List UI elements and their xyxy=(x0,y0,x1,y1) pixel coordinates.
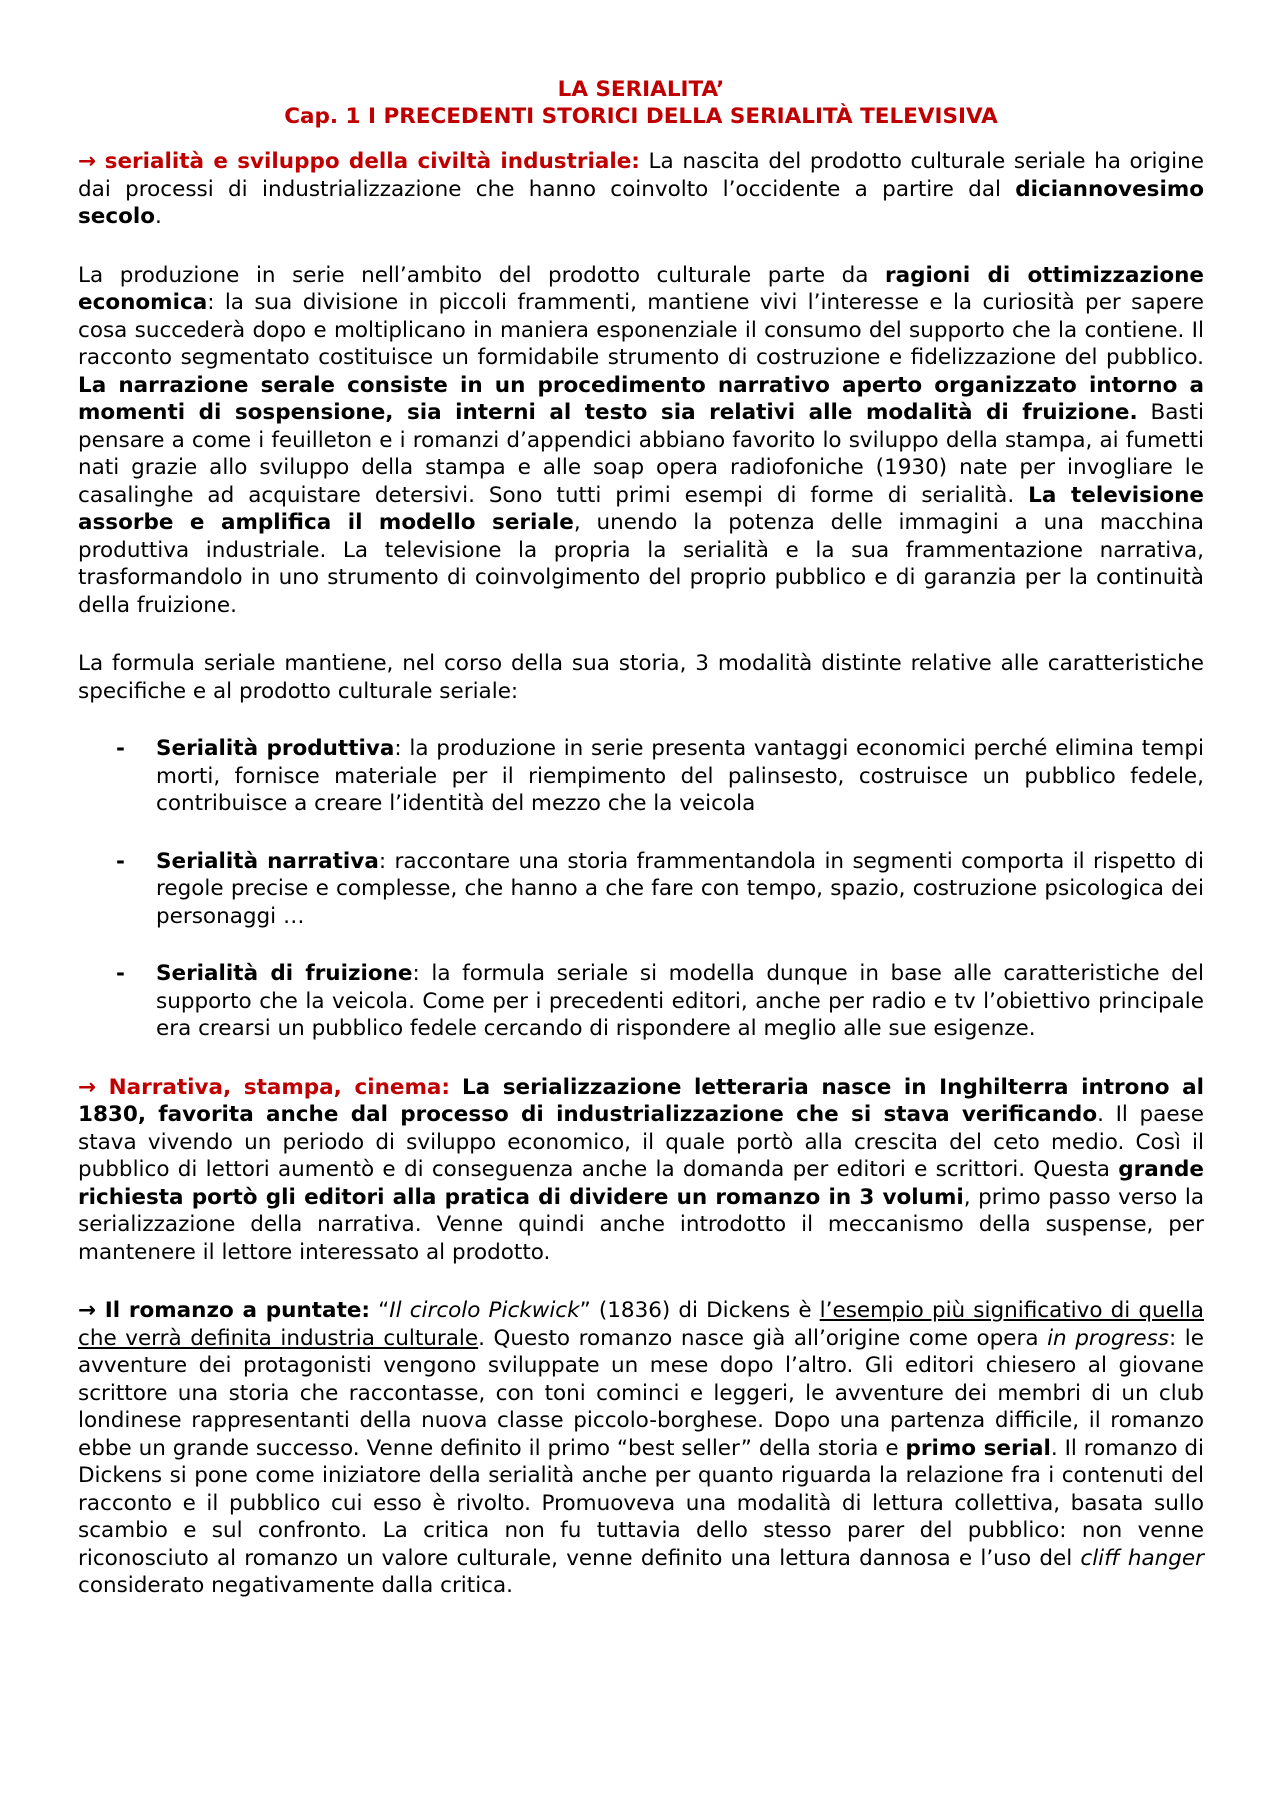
body-text: , unendo la potenza delle immagini a una macchina produttiva industriale. La televisione la propria la serialità e la sua frammentazione narrativa, trasformandolo in uno strumento di coinvolgimento del proprio pubblico e di garanzia per la continuità della fruizione. xyxy=(78,510,1204,618)
dash-bullet: - xyxy=(116,961,125,986)
paragraph-produzione-serie xyxy=(78,262,1204,620)
body-text: Basti pensare a come i feuilleton e i romanzi d’appendici abbiano favorito lo sviluppo della stampa, ai fumetti nati grazie allo sviluppo della stampa e alle soap opera radiofoniche (1930) nate per invogliare le casalinghe ad acquistare detersivi. Sono tutti primi esempi di forme di serialità. xyxy=(78,400,1204,508)
body-text: . xyxy=(155,204,162,229)
body-text: La produzione in serie nell’ambito del prodotto culturale parte da xyxy=(78,262,885,288)
body-text: . Questo romanzo nasce già all’origine come opera xyxy=(478,1325,1048,1351)
bold-text: Serialità produttiva xyxy=(156,736,395,761)
body-text: : le avventure dei protagonisti vengono sviluppate un mese dopo l’altro. Gli editori chiesero al giovane scrittore una storia che raccontasse, con toni cominci e leggeri, le avventure dei membri di un club londinese rappresentanti della nuova classe piccolo-borghese. Dopo una partenza difficile, il romanzo ebbe un grande successo. Venne definito il primo “best seller” della storia e xyxy=(78,1325,1204,1461)
body-text: La nascita del prodotto culturale seriale ha origine dai processi di industrializzazione che hanno coinvolto l’occidente a partire dal xyxy=(78,149,1204,202)
section-serialita-industriale xyxy=(78,148,1204,231)
dash-bullet: - xyxy=(116,848,125,874)
arrow-right-icon: → xyxy=(78,1298,97,1323)
bold-text: Serialità di fruizione xyxy=(156,961,413,986)
italic-text: Il circolo Pickwick xyxy=(389,1298,580,1323)
section-romanzo-puntate xyxy=(78,1297,1204,1600)
section-narrativa-stampa xyxy=(78,1074,1204,1267)
body-text: . Il romanzo di Dickens si pone come iniziatore della serialità anche per quanto riguarda la relazione fra i contenuti del racconto e il pubblico cui esso è rivolto. Promuoveva una modalità di lettura collettiva, basata sullo scambio e sul confronto. La critica non fu tuttavia dello stesso parer del pubblico: non venne riconosciuto al romanzo un valore culturale, venne definito una lettura dannosa e l’uso del xyxy=(78,1435,1205,1571)
section-heading: Narrativa, stampa, cinema: xyxy=(96,1074,450,1100)
italic-text: cliff hanger xyxy=(1080,1545,1204,1571)
bold-text: La televisione assorbe e amplifica il modello seriale xyxy=(78,482,1204,535)
body-text: , primo passo verso la serializzazione della narrativa. Venne quindi anche introdotto il meccanismo della suspense, per mantenere il lettore interessato al prodotto. xyxy=(78,1184,1205,1265)
body-text: : la produzione in serie presenta vantaggi economici perché elimina tempi morti, fornisce materiale per il riempimento del palinsesto, costruisce un pubblico fedele, contribuisce a creare l’identità del mezzo che la veicola xyxy=(156,736,1204,816)
italic-text: in progress xyxy=(1047,1325,1169,1351)
document-title: LA SERIALITA’ xyxy=(557,77,725,102)
bold-text: La serializzazione letteraria nasce in Inghilterra introno al 1830, favorita anche dal processo di industrializzazione che si stava verificando xyxy=(78,1074,1204,1127)
bold-text: La narrazione serale consiste in un procedimento narrativo aperto organizzato intorno a momenti di sospensione, sia interni al testo sia relativi alle modalità di fruizione. xyxy=(78,372,1204,425)
modalita-list xyxy=(78,735,1204,1043)
bold-text: ragioni di ottimizzazione economica xyxy=(78,262,1204,315)
underlined-text: l’esempio più significativo di quella che verrà definita industria culturale xyxy=(78,1298,1204,1351)
bold-text: primo serial xyxy=(905,1435,1051,1461)
list-item xyxy=(116,960,1205,1043)
section-heading: Il romanzo a puntate: xyxy=(96,1298,371,1323)
list-item xyxy=(116,735,1204,818)
chapter-title: Cap. 1 I PRECEDENTI STORICI DELLA SERIALITÀ TELEVISIVA xyxy=(284,104,998,129)
body-text: . Il paese stava vivendo un periodo di sviluppo economico, il quale portò alla crescita del ceto medio. Così il pubblico di lettori aumentò e di conseguenza anche la domanda per editori e scrittori. Questa xyxy=(78,1102,1204,1182)
dash-bullet: - xyxy=(116,736,125,761)
body-text: : raccontare una storia frammentandola in segmenti comporta il rispetto di regole precise e complesse, che hanno a che fare con tempo, spazio, costruzione psicologica dei personaggi … xyxy=(156,848,1204,929)
bold-text: diciannovesimo secolo xyxy=(78,176,1204,229)
section-heading: serialità e sviluppo della civiltà industriale: xyxy=(104,149,640,174)
arrow-right-icon: → xyxy=(78,1074,97,1100)
list-item xyxy=(116,848,1204,931)
body-text: : la formula seriale si modella dunque in base alle caratteristiche del supporto che la veicola. Come per i precedenti editori, anche per radio e tv l’obiettivo principale era crearsi un pubblico fedele cercando di rispondere al meglio alle sue esigenze. xyxy=(156,961,1205,1041)
body-text: ” (1836) di Dickens è xyxy=(579,1298,820,1323)
bold-text: grande richiesta portò gli editori alla pratica di dividere un romanzo in 3 volumi xyxy=(78,1157,1204,1210)
arrow-right-icon: → xyxy=(78,149,97,174)
paragraph-formula-seriale: La formula seriale mantiene, nel corso della sua storia, 3 modalità distinte relative alle caratteristiche specifiche e al prodotto culturale seriale: xyxy=(78,651,1204,704)
body-text: “ xyxy=(370,1298,390,1323)
bold-text: Serialità narrativa xyxy=(156,848,379,874)
body-text: considerato negativamente dalla critica. xyxy=(78,1573,513,1598)
body-text: : la sua divisione in piccoli frammenti, mantiene vivi l’interesse e la curiosità per sapere cosa succederà dopo e moltiplicano in maniera esponenziale il consumo del supporto che la contiene. Il racconto segmentato costituisce un formidabile strumento di costruzione e fidelizzazione del pubblico. xyxy=(78,290,1204,370)
